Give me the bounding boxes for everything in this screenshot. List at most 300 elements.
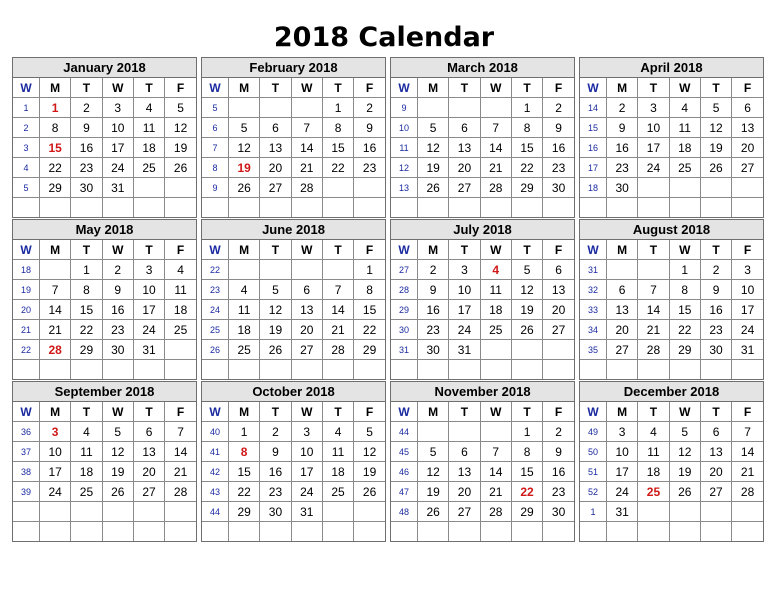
day-cell xyxy=(165,178,196,198)
week-number: 23 xyxy=(202,280,229,300)
week-row xyxy=(202,522,385,542)
day-cell: 1 xyxy=(229,422,260,442)
day-cell: 7 xyxy=(480,118,511,138)
day-cell: 23 xyxy=(418,320,449,340)
day-cell: 27 xyxy=(260,178,291,198)
day-cell: 14 xyxy=(322,300,353,320)
day-cell xyxy=(322,502,353,522)
day-cell xyxy=(291,522,322,542)
day-cell: 19 xyxy=(260,320,291,340)
day-cell xyxy=(229,198,260,218)
day-cell: 26 xyxy=(418,178,449,198)
day-cell xyxy=(449,360,480,380)
month-block xyxy=(579,219,764,380)
day-cell: 7 xyxy=(165,422,196,442)
week-number: 15 xyxy=(580,118,607,138)
week-number-header: W xyxy=(202,78,229,98)
day-cell: 20 xyxy=(449,158,480,178)
weekday-header: W xyxy=(291,78,322,98)
weekday-header: M xyxy=(40,402,71,422)
week-number: 35 xyxy=(580,340,607,360)
day-cell: 26 xyxy=(102,482,133,502)
weekday-header-row xyxy=(580,78,763,98)
week-row xyxy=(391,118,574,138)
week-number: 33 xyxy=(580,300,607,320)
week-row xyxy=(202,300,385,320)
day-cell xyxy=(732,522,763,542)
day-cell: 1 xyxy=(511,98,542,118)
day-cell: 5 xyxy=(700,98,731,118)
week-row xyxy=(13,280,196,300)
day-cell: 13 xyxy=(260,138,291,158)
day-cell xyxy=(40,502,71,522)
day-cell xyxy=(40,260,71,280)
week-number-header: W xyxy=(391,402,418,422)
day-cell: 18 xyxy=(133,138,164,158)
day-cell: 15 xyxy=(511,138,542,158)
month-table xyxy=(391,240,574,379)
day-cell: 20 xyxy=(543,300,574,320)
week-number: 22 xyxy=(202,260,229,280)
day-cell xyxy=(133,502,164,522)
day-cell: 6 xyxy=(700,422,731,442)
week-row xyxy=(580,320,763,340)
day-cell: 30 xyxy=(543,502,574,522)
day-cell: 15 xyxy=(669,300,700,320)
weekday-header: T xyxy=(700,78,731,98)
day-cell: 1 xyxy=(40,98,71,118)
day-cell xyxy=(322,360,353,380)
weekday-header: T xyxy=(260,240,291,260)
weekday-header: T xyxy=(449,78,480,98)
weekday-header: M xyxy=(229,402,260,422)
day-cell xyxy=(700,178,731,198)
day-cell: 16 xyxy=(102,300,133,320)
week-number: 51 xyxy=(580,462,607,482)
day-cell: 31 xyxy=(291,502,322,522)
week-row xyxy=(391,522,574,542)
day-cell xyxy=(418,422,449,442)
day-cell xyxy=(354,198,385,218)
day-cell: 11 xyxy=(322,442,353,462)
day-cell: 7 xyxy=(638,280,669,300)
week-number: 8 xyxy=(202,158,229,178)
day-cell xyxy=(418,198,449,218)
day-cell: 16 xyxy=(260,462,291,482)
weekday-header: W xyxy=(480,402,511,422)
day-cell: 13 xyxy=(291,300,322,320)
week-number: 1 xyxy=(13,98,40,118)
day-cell: 23 xyxy=(71,158,102,178)
day-cell: 6 xyxy=(449,118,480,138)
weekday-header: W xyxy=(102,240,133,260)
week-number: 32 xyxy=(580,280,607,300)
week-number: 13 xyxy=(391,178,418,198)
week-row xyxy=(580,118,763,138)
week-number: 10 xyxy=(391,118,418,138)
day-cell: 31 xyxy=(449,340,480,360)
week-row xyxy=(580,138,763,158)
week-number-header: W xyxy=(580,402,607,422)
day-cell xyxy=(511,340,542,360)
day-cell: 17 xyxy=(102,138,133,158)
day-cell: 6 xyxy=(607,280,638,300)
day-cell: 18 xyxy=(71,462,102,482)
day-cell: 6 xyxy=(291,280,322,300)
week-number: 21 xyxy=(13,320,40,340)
day-cell: 9 xyxy=(700,280,731,300)
day-cell: 8 xyxy=(511,118,542,138)
day-cell xyxy=(322,260,353,280)
weekday-header: T xyxy=(638,240,669,260)
day-cell: 17 xyxy=(638,138,669,158)
day-cell xyxy=(511,360,542,380)
day-cell xyxy=(732,502,763,522)
day-cell: 10 xyxy=(40,442,71,462)
month-table xyxy=(580,78,763,217)
day-cell: 10 xyxy=(291,442,322,462)
week-number: 5 xyxy=(13,178,40,198)
day-cell: 21 xyxy=(480,158,511,178)
week-row xyxy=(580,462,763,482)
day-cell: 14 xyxy=(291,138,322,158)
month-table xyxy=(391,402,574,541)
weekday-header: F xyxy=(732,78,763,98)
day-cell: 9 xyxy=(102,280,133,300)
day-cell: 10 xyxy=(607,442,638,462)
day-cell: 18 xyxy=(229,320,260,340)
day-cell: 3 xyxy=(607,422,638,442)
week-row xyxy=(391,260,574,280)
weekday-header-row xyxy=(13,78,196,98)
day-cell: 12 xyxy=(700,118,731,138)
day-cell: 13 xyxy=(700,442,731,462)
day-cell: 10 xyxy=(638,118,669,138)
week-number xyxy=(13,198,40,218)
day-cell: 3 xyxy=(40,422,71,442)
day-cell: 8 xyxy=(669,280,700,300)
day-cell xyxy=(543,340,574,360)
day-cell: 15 xyxy=(40,138,71,158)
day-cell: 30 xyxy=(71,178,102,198)
weekday-header: T xyxy=(322,78,353,98)
weekday-header-row xyxy=(580,240,763,260)
day-cell: 3 xyxy=(291,422,322,442)
week-row xyxy=(13,98,196,118)
day-cell: 4 xyxy=(322,422,353,442)
day-cell: 18 xyxy=(480,300,511,320)
week-row xyxy=(580,280,763,300)
day-cell: 1 xyxy=(511,422,542,442)
day-cell: 19 xyxy=(229,158,260,178)
week-number xyxy=(391,360,418,380)
day-cell: 8 xyxy=(229,442,260,462)
week-number-header: W xyxy=(580,240,607,260)
day-cell: 24 xyxy=(291,482,322,502)
day-cell: 12 xyxy=(418,138,449,158)
week-row xyxy=(202,280,385,300)
week-row xyxy=(580,422,763,442)
week-number: 28 xyxy=(391,280,418,300)
day-cell: 22 xyxy=(71,320,102,340)
day-cell xyxy=(449,198,480,218)
day-cell: 19 xyxy=(102,462,133,482)
day-cell xyxy=(638,360,669,380)
week-row xyxy=(391,138,574,158)
week-row xyxy=(391,198,574,218)
day-cell: 9 xyxy=(543,118,574,138)
week-row xyxy=(202,178,385,198)
day-cell: 17 xyxy=(732,300,763,320)
day-cell: 14 xyxy=(40,300,71,320)
day-cell: 26 xyxy=(354,482,385,502)
week-row xyxy=(580,522,763,542)
day-cell: 25 xyxy=(669,158,700,178)
week-row xyxy=(580,300,763,320)
weekday-header: F xyxy=(354,78,385,98)
day-cell: 14 xyxy=(638,300,669,320)
day-cell: 25 xyxy=(133,158,164,178)
weekday-header: F xyxy=(543,240,574,260)
weekday-header: T xyxy=(71,78,102,98)
week-number: 7 xyxy=(202,138,229,158)
week-number: 9 xyxy=(391,98,418,118)
day-cell: 22 xyxy=(669,320,700,340)
day-cell: 7 xyxy=(732,422,763,442)
day-cell xyxy=(418,360,449,380)
day-cell: 17 xyxy=(40,462,71,482)
day-cell: 27 xyxy=(449,502,480,522)
week-number: 31 xyxy=(580,260,607,280)
day-cell xyxy=(480,522,511,542)
week-row xyxy=(13,360,196,380)
day-cell xyxy=(165,360,196,380)
day-cell: 10 xyxy=(732,280,763,300)
week-number: 22 xyxy=(13,340,40,360)
day-cell: 24 xyxy=(40,482,71,502)
day-cell xyxy=(700,522,731,542)
week-number: 36 xyxy=(13,422,40,442)
weekday-header: T xyxy=(700,402,731,422)
month-block xyxy=(12,57,197,218)
day-cell xyxy=(669,522,700,542)
week-row xyxy=(202,138,385,158)
day-cell: 7 xyxy=(291,118,322,138)
day-cell: 29 xyxy=(669,340,700,360)
day-cell: 3 xyxy=(449,260,480,280)
day-cell xyxy=(260,98,291,118)
week-row xyxy=(580,260,763,280)
week-row xyxy=(391,178,574,198)
day-cell xyxy=(165,522,196,542)
day-cell xyxy=(480,360,511,380)
day-cell xyxy=(165,502,196,522)
day-cell xyxy=(322,198,353,218)
day-cell xyxy=(543,522,574,542)
day-cell: 8 xyxy=(322,118,353,138)
day-cell: 2 xyxy=(260,422,291,442)
weekday-header: W xyxy=(669,240,700,260)
weekday-header-row xyxy=(202,78,385,98)
day-cell: 10 xyxy=(102,118,133,138)
day-cell xyxy=(133,522,164,542)
day-cell: 29 xyxy=(354,340,385,360)
day-cell: 6 xyxy=(260,118,291,138)
day-cell: 6 xyxy=(449,442,480,462)
weekday-header: T xyxy=(133,78,164,98)
weekday-header: F xyxy=(354,240,385,260)
day-cell: 20 xyxy=(449,482,480,502)
week-row xyxy=(580,360,763,380)
day-cell xyxy=(543,360,574,380)
day-cell xyxy=(700,198,731,218)
day-cell: 23 xyxy=(102,320,133,340)
day-cell: 25 xyxy=(229,340,260,360)
weekday-header: T xyxy=(71,240,102,260)
day-cell: 25 xyxy=(165,320,196,340)
day-cell: 4 xyxy=(638,422,669,442)
week-row xyxy=(391,340,574,360)
day-cell: 1 xyxy=(354,260,385,280)
weekday-header: F xyxy=(354,402,385,422)
day-cell: 19 xyxy=(669,462,700,482)
week-row xyxy=(391,320,574,340)
week-number: 31 xyxy=(391,340,418,360)
day-cell: 5 xyxy=(229,118,260,138)
day-cell: 26 xyxy=(229,178,260,198)
week-number xyxy=(391,522,418,542)
day-cell xyxy=(133,178,164,198)
weekday-header: T xyxy=(449,402,480,422)
day-cell: 27 xyxy=(291,340,322,360)
day-cell: 26 xyxy=(511,320,542,340)
day-cell: 12 xyxy=(165,118,196,138)
day-cell: 24 xyxy=(133,320,164,340)
day-cell: 16 xyxy=(543,462,574,482)
week-number: 41 xyxy=(202,442,229,462)
weekday-header: W xyxy=(291,240,322,260)
weekday-header: T xyxy=(71,402,102,422)
day-cell: 4 xyxy=(71,422,102,442)
day-cell: 13 xyxy=(449,462,480,482)
month-title: July 2018 xyxy=(391,220,574,240)
day-cell: 30 xyxy=(700,340,731,360)
day-cell xyxy=(322,522,353,542)
week-number xyxy=(202,198,229,218)
week-number: 39 xyxy=(13,482,40,502)
weekday-header: W xyxy=(669,78,700,98)
week-row xyxy=(202,482,385,502)
month-title: October 2018 xyxy=(202,382,385,402)
week-row xyxy=(580,198,763,218)
week-row xyxy=(13,422,196,442)
day-cell: 28 xyxy=(480,178,511,198)
day-cell: 16 xyxy=(354,138,385,158)
week-number: 9 xyxy=(202,178,229,198)
week-row xyxy=(13,340,196,360)
week-number: 44 xyxy=(202,502,229,522)
day-cell: 15 xyxy=(354,300,385,320)
day-cell: 26 xyxy=(669,482,700,502)
month-title: September 2018 xyxy=(13,382,196,402)
day-cell: 20 xyxy=(607,320,638,340)
weekday-header: T xyxy=(322,402,353,422)
week-row xyxy=(13,300,196,320)
day-cell: 18 xyxy=(322,462,353,482)
day-cell: 12 xyxy=(669,442,700,462)
week-row xyxy=(580,482,763,502)
day-cell: 1 xyxy=(669,260,700,280)
week-number: 16 xyxy=(580,138,607,158)
weekday-header: T xyxy=(700,240,731,260)
week-number: 34 xyxy=(580,320,607,340)
week-number: 38 xyxy=(13,462,40,482)
day-cell: 20 xyxy=(260,158,291,178)
weekday-header: M xyxy=(229,240,260,260)
day-cell: 13 xyxy=(449,138,480,158)
day-cell: 17 xyxy=(291,462,322,482)
day-cell xyxy=(732,360,763,380)
day-cell: 6 xyxy=(133,422,164,442)
day-cell xyxy=(511,522,542,542)
day-cell xyxy=(669,360,700,380)
day-cell: 12 xyxy=(418,462,449,482)
day-cell: 25 xyxy=(71,482,102,502)
week-number: 47 xyxy=(391,482,418,502)
week-row xyxy=(202,502,385,522)
week-number: 49 xyxy=(580,422,607,442)
day-cell: 26 xyxy=(165,158,196,178)
day-cell xyxy=(449,422,480,442)
day-cell: 12 xyxy=(229,138,260,158)
weekday-header: W xyxy=(669,402,700,422)
week-row xyxy=(202,422,385,442)
weekday-header: M xyxy=(607,402,638,422)
day-cell xyxy=(102,522,133,542)
day-cell: 23 xyxy=(700,320,731,340)
weekday-header: F xyxy=(543,402,574,422)
day-cell xyxy=(669,178,700,198)
week-row xyxy=(13,442,196,462)
day-cell xyxy=(638,178,669,198)
day-cell: 27 xyxy=(543,320,574,340)
week-number-header: W xyxy=(391,78,418,98)
day-cell: 22 xyxy=(229,482,260,502)
day-cell: 20 xyxy=(700,462,731,482)
day-cell: 16 xyxy=(607,138,638,158)
day-cell: 19 xyxy=(700,138,731,158)
weekday-header: T xyxy=(511,402,542,422)
week-number: 5 xyxy=(202,98,229,118)
day-cell: 22 xyxy=(354,320,385,340)
weekday-header: M xyxy=(40,240,71,260)
day-cell: 9 xyxy=(543,442,574,462)
day-cell xyxy=(638,522,669,542)
week-number: 24 xyxy=(202,300,229,320)
week-number: 44 xyxy=(391,422,418,442)
day-cell: 9 xyxy=(260,442,291,462)
day-cell xyxy=(71,198,102,218)
month-block xyxy=(12,219,197,380)
day-cell: 21 xyxy=(638,320,669,340)
day-cell xyxy=(607,198,638,218)
day-cell: 5 xyxy=(669,422,700,442)
weekday-header: T xyxy=(260,402,291,422)
week-number: 18 xyxy=(13,260,40,280)
day-cell: 18 xyxy=(165,300,196,320)
day-cell: 21 xyxy=(291,158,322,178)
week-number: 42 xyxy=(202,462,229,482)
